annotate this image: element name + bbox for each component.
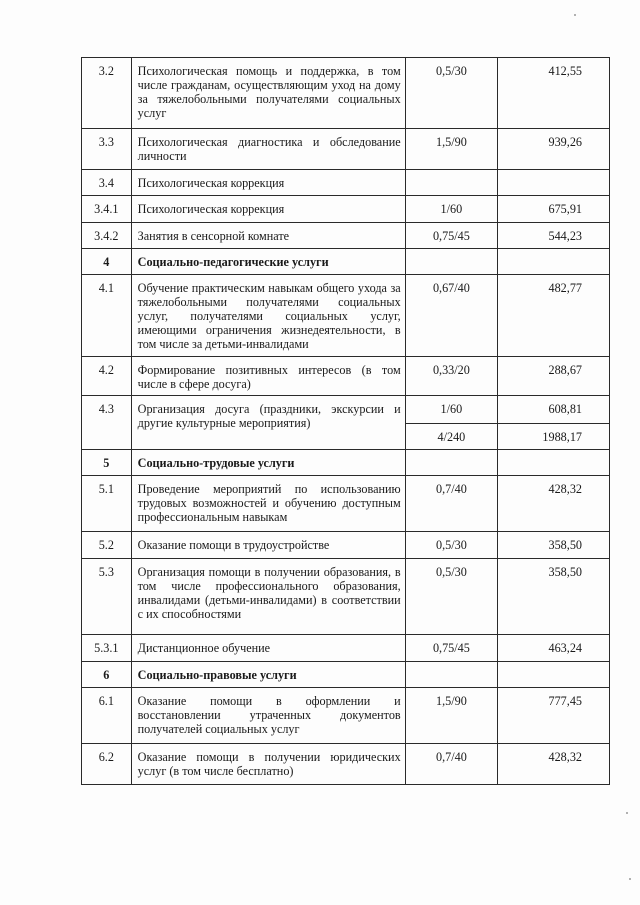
table-row (82, 744, 610, 785)
time-norm: 0,5/30 (405, 532, 497, 559)
time-norm: 0,5/30 (405, 58, 497, 129)
service-name: Социально-педагогические услуги (131, 249, 405, 275)
tariff-price: 544,23 (498, 223, 610, 249)
tariff-price: 777,45 (498, 688, 610, 744)
tariff-price (498, 170, 610, 196)
tariff-price: 412,55 (498, 58, 610, 129)
tariff-price: 608,81 (498, 396, 610, 424)
service-name: Психологическая помощь и поддержка, в том числе гражданам, осуществляющим уход на дому за тяжелобольными получателями социальных услуг (131, 58, 405, 129)
row-number: 6.2 (82, 744, 132, 785)
tariff-price: 1988,17 (498, 424, 610, 450)
tariff-price (498, 450, 610, 476)
service-name: Социально-правовые услуги (131, 662, 405, 688)
row-number: 3.4.1 (82, 196, 132, 223)
table-row (82, 196, 610, 223)
row-number: 3.3 (82, 129, 132, 170)
scan-speck (629, 878, 631, 880)
service-name: Социально-трудовые услуги (131, 450, 405, 476)
table-row (82, 170, 610, 196)
table-row (82, 688, 610, 744)
row-number: 3.4.2 (82, 223, 132, 249)
tariff-price: 358,50 (498, 532, 610, 559)
row-number: 5.2 (82, 532, 132, 559)
tariff-price: 428,32 (498, 476, 610, 532)
row-number: 5.1 (82, 476, 132, 532)
table-row (82, 532, 610, 559)
service-name: Проведение мероприятий по использованию трудовых возможностей и обучению доступным профессиональным навыкам (131, 476, 405, 532)
service-name: Обучение практическим навыкам общего ухода за тяжелобольными получателями социальных услуг, получателями социальных услуг, имеющими ограничения жизнедеятельности, в том числе за детьми-инвалидами (131, 275, 405, 357)
service-name: Организация досуга (праздники, экскурсии и другие культурные мероприятия) (131, 396, 405, 450)
table-row (82, 476, 610, 532)
row-number: 4.2 (82, 357, 132, 396)
time-norm: 0,5/30 (405, 559, 497, 635)
row-number: 6 (82, 662, 132, 688)
tariff-price: 288,67 (498, 357, 610, 396)
row-number: 4.3 (82, 396, 132, 450)
tariff-price: 482,77 (498, 275, 610, 357)
tariff-price: 939,26 (498, 129, 610, 170)
time-norm: 1,5/90 (405, 129, 497, 170)
table-row (82, 635, 610, 662)
section-row (82, 662, 610, 688)
table-row (82, 129, 610, 170)
section-row (82, 450, 610, 476)
row-number: 3.2 (82, 58, 132, 129)
service-name: Психологическая коррекция (131, 170, 405, 196)
row-number: 5 (82, 450, 132, 476)
service-name: Формирование позитивных интересов (в том числе в сфере досуга) (131, 357, 405, 396)
table-row (82, 559, 610, 635)
scan-speck (626, 812, 628, 814)
tariff-price: 675,91 (498, 196, 610, 223)
time-norm: 1/60 (405, 196, 497, 223)
row-number: 4.1 (82, 275, 132, 357)
row-number: 5.3 (82, 559, 132, 635)
time-norm (405, 170, 497, 196)
row-number: 6.1 (82, 688, 132, 744)
time-norm: 0,7/40 (405, 744, 497, 785)
scan-speck (574, 14, 576, 16)
service-name: Оказание помощи в трудоустройстве (131, 532, 405, 559)
tariff-price: 358,50 (498, 559, 610, 635)
service-name: Оказание помощи в получении юридических услуг (в том числе бесплатно) (131, 744, 405, 785)
service-name: Оказание помощи в оформлении и восстановлении утраченных документов получателей социальных услуг (131, 688, 405, 744)
time-norm: 0,75/45 (405, 635, 497, 662)
row-number: 4 (82, 249, 132, 275)
time-norm: 0,7/40 (405, 476, 497, 532)
time-norm: 0,33/20 (405, 357, 497, 396)
services-table (81, 57, 610, 785)
row-number: 3.4 (82, 170, 132, 196)
time-norm (405, 662, 497, 688)
time-norm: 1/60 (405, 396, 497, 424)
row-number: 5.3.1 (82, 635, 132, 662)
time-norm: 0,75/45 (405, 223, 497, 249)
service-name: Психологическая коррекция (131, 196, 405, 223)
time-norm: 4/240 (405, 424, 497, 450)
tariff-price: 463,24 (498, 635, 610, 662)
table-row (82, 223, 610, 249)
time-norm: 1,5/90 (405, 688, 497, 744)
section-row (82, 249, 610, 275)
service-name: Организация помощи в получении образования, в том числе профессионального образования, инвалидами (детьми-инвалидами) в соответствии с их способностями (131, 559, 405, 635)
service-name: Дистанционное обучение (131, 635, 405, 662)
time-norm: 0,67/40 (405, 275, 497, 357)
tariff-price (498, 249, 610, 275)
service-name: Занятия в сенсорной комнате (131, 223, 405, 249)
time-norm (405, 450, 497, 476)
time-norm (405, 249, 497, 275)
tariff-price (498, 662, 610, 688)
table-row (82, 357, 610, 396)
table-row (82, 396, 610, 424)
table-row (82, 275, 610, 357)
service-name: Психологическая диагностика и обследование личности (131, 129, 405, 170)
tariff-price: 428,32 (498, 744, 610, 785)
table-row (82, 58, 610, 129)
